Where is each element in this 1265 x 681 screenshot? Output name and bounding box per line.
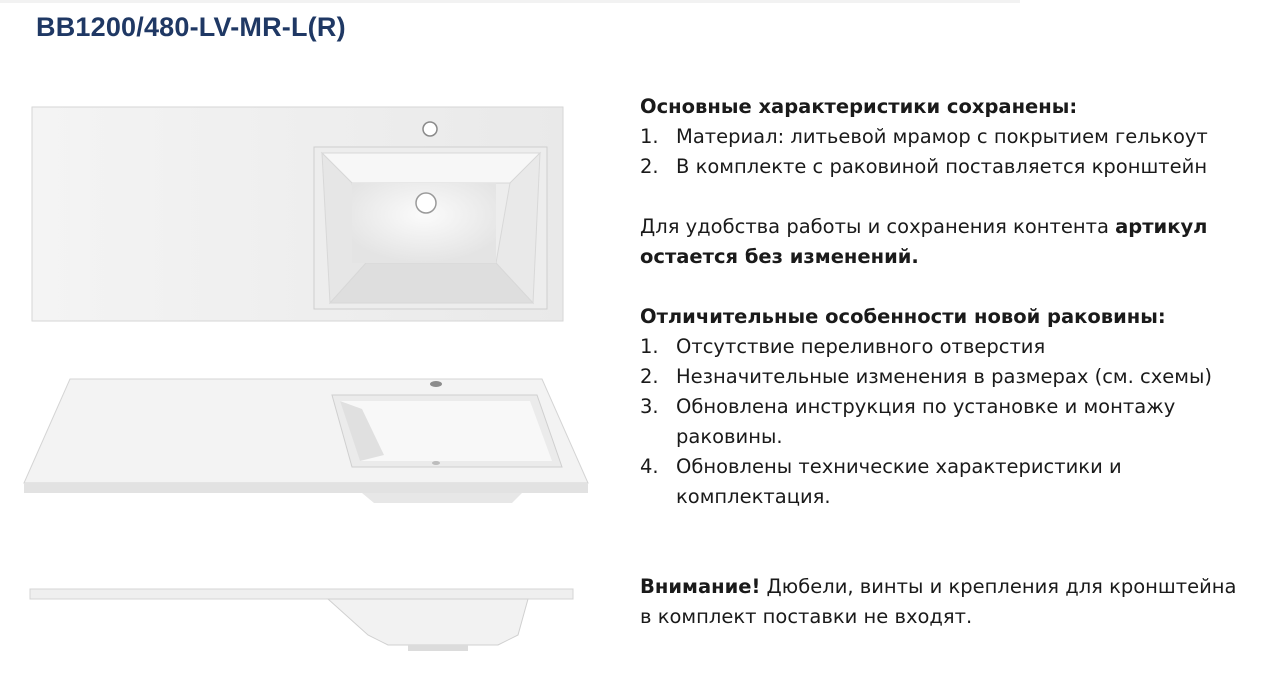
note-text: Для удобства работы и сохранения контента — [640, 215, 1116, 238]
list-item-text: Незначительные изменения в размерах (см. схемы) — [676, 365, 1212, 388]
section1-list — [640, 122, 1240, 182]
list-number: 2. — [640, 365, 659, 388]
warning-text: Дюбели, винты и крепления для кронштейна в комплект поставки не входят. — [640, 575, 1237, 628]
text-column — [640, 92, 1240, 632]
list-number: 1. — [640, 125, 659, 148]
list-number: 2. — [640, 155, 659, 178]
section2-list — [640, 332, 1240, 512]
list-item-text: В комплекте с раковиной поставляется кронштейн — [676, 155, 1208, 178]
title-rule — [0, 0, 1020, 3]
list-item-text: Обновлены технические характеристики и комплектация. — [676, 455, 1122, 508]
list-item — [640, 152, 1240, 182]
note-paragraph — [640, 212, 1240, 272]
list-item — [640, 332, 1240, 362]
list-item-text: Отсутствие переливного отверстия — [676, 335, 1046, 358]
list-number: 1. — [640, 335, 659, 358]
list-item-text: Материал: литьевой мрамор с покрытием гелькоут — [676, 125, 1208, 148]
sink-perspective-view-image — [22, 375, 592, 505]
list-number: 4. — [640, 455, 659, 478]
section1-heading: Основные характеристики сохранены: — [640, 95, 1078, 118]
list-item — [640, 122, 1240, 152]
warning-paragraph — [640, 572, 1240, 632]
sink-top-view-image — [30, 105, 565, 325]
sink-side-view-image — [28, 585, 578, 655]
section2-heading: Отличительные особенности новой раковины: — [640, 305, 1166, 328]
note-bold-text: артикул остается без изменений. — [640, 215, 1208, 268]
list-item — [640, 362, 1240, 392]
list-item — [640, 392, 1240, 452]
list-item-text: Обновлена инструкция по установке и монтажу раковины. — [676, 395, 1176, 448]
list-number: 3. — [640, 395, 659, 418]
list-item — [640, 452, 1240, 512]
page-title: BB1200/480-LV-MR-L(R) — [36, 12, 346, 42]
warning-bold-text: Внимание! — [640, 575, 761, 598]
